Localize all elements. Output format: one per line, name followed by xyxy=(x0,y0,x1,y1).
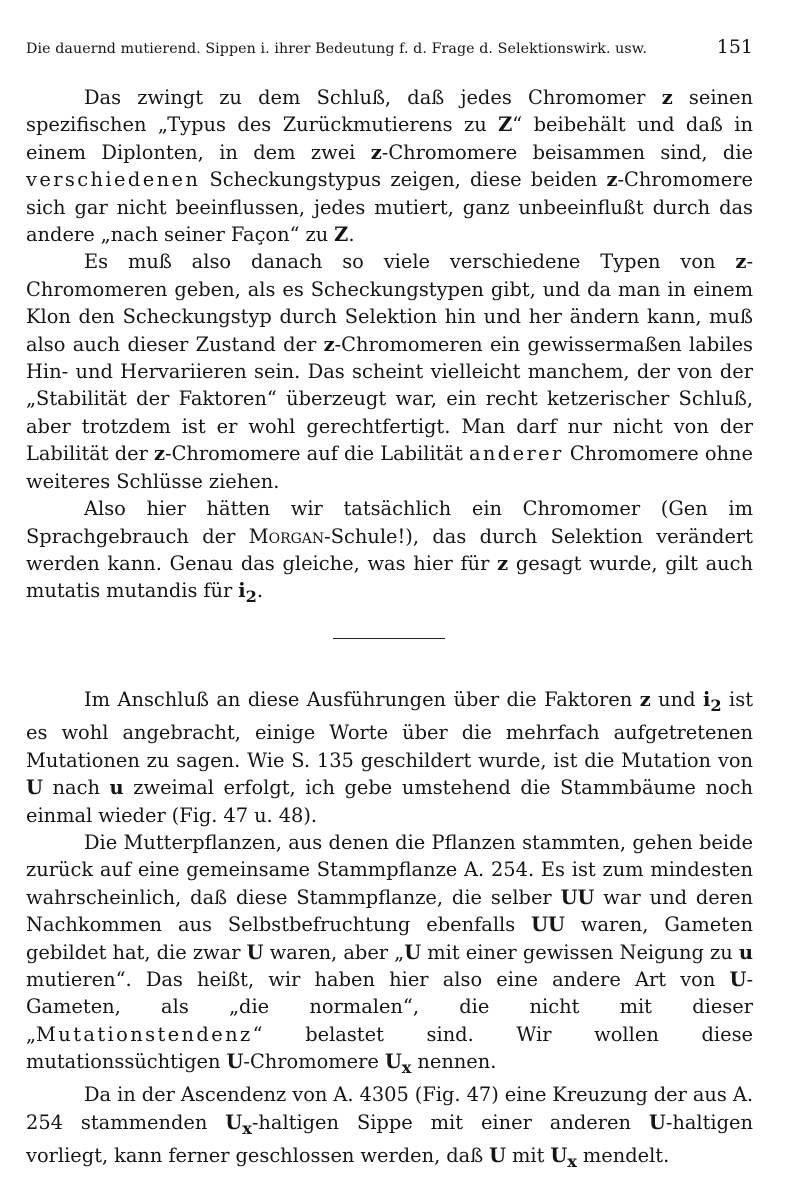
section-divider xyxy=(333,638,445,639)
running-title: Die dauernd mutierend. Sippen i. ihrer Bedeutung f. d. Frage d. Selektionswirk. usw. xyxy=(26,41,647,57)
paragraph: Also hier hätten wir tatsächlich ein Chromomer (Gen im Sprachgebrauch der Morgan-Schule!), das durch Selektion verändert werden kann. Genau das gleiche, was hier für z gesagt wurde, gilt auch mutatis mutandis für $i_2$. xyxy=(26,497,753,607)
page-number: 151 xyxy=(716,36,753,58)
section-2 xyxy=(26,686,753,1175)
section-1 xyxy=(26,84,753,611)
paragraph: Das zwingt zu dem Schluß, daß jedes Chromomer z seinen spezifischen „Typus des Zurückmutierens zu Z“ beibehält und daß in einem Diplonten, in dem zwei z-Chromomere beisammen sind, die verschiedenen Scheckungstypus zeigen, diese beiden z-Chromomere sich gar nicht beeinflussen, jedes mutiert, ganz unbeeinflußt durch das andere „nach seiner Façon“ zu Z. xyxy=(26,86,754,247)
paragraph: Es muß also danach so viele verschiedene Typen von z-Chromomeren geben, als es Scheckungstypen gibt, und da man in einem Klon den Scheckungstyp durch Selektion hin und her ändern kann, muß also auch dieser Zustand der z-Chromomeren ein gewissermaßen labiles Hin- und Hervariieren sein. Das scheint vielleicht manchem, der von der „Stabilität der Faktoren“ überzeugt war, ein recht ketzerischer Schluß, aber trotzdem ist er wohl gerechtfertigt. Man darf nur nicht von der Labilität der z-Chromomere auf die Labilität anderer Chromomere ohne weiteres Schlüsse ziehen. xyxy=(26,250,754,493)
paragraph: Da in der Ascendenz von A. 4305 (Fig. 47) eine Kreuzung der aus A. 254 stammenden $U_x$-haltigen Sippe mit einer anderen U-haltigen vorliegt, kann ferner geschlossen werden, daß U mit $U_x$ mendelt. xyxy=(26,1083,753,1171)
paragraph: Im Anschluß an diese Ausführungen über die Faktoren z und $i_2$ ist es wohl angebracht, einige Worte über die mehrfach aufgetretenen Mutationen zu sagen. Wie S. 135 geschildert wurde, ist die Mutation von U nach u zweimal erfolgt, ich gebe umstehend die Stammbäume noch einmal wieder (Fig. 47 u. 48). xyxy=(26,688,753,827)
running-header xyxy=(26,36,753,60)
paragraph: Die Mutterpflanzen, aus denen die Pflanzen stammten, gehen beide zurück auf eine gemeinsame Stammpflanze A. 254. Es ist zum mindesten wahrscheinlich, daß diese Stammpflanze, die selber UU war und deren Nachkommen aus Selbstbefruchtung ebenfalls UU waren, Gameten gebildet hat, die zwar U waren, aber „U mit einer gewissen Neigung zu u mutieren“. Das heißt, wir haben hier also eine andere Art von U-Gameten, als „die normalen“, die nicht mit dieser „Mutationstendenz“ belastet sind. Wir wollen diese mutationssüchtigen U-Chromomere $U_x$ nennen. xyxy=(26,830,753,1078)
